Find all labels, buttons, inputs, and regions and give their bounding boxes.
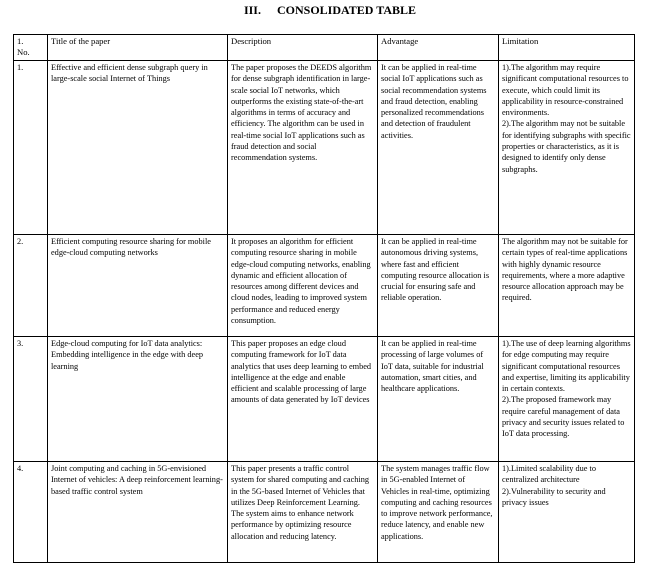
row-number: 3.: [14, 337, 48, 462]
paper-limitation: 1).The algorithm may require significant computational resources to execute, which could limit its applicability in resource-constrained environments. 2).The algorithm may not be suitable for identifying subgraphs with specific properties or characteristics, as it is designed to identify only dense subgraphs.: [499, 61, 635, 235]
section-title: CONSOLIDATED TABLE: [276, 3, 417, 17]
paper-limitation: 1).Limited scalability due to centralized architecture 2).Vulnerability to security and privacy issues: [499, 462, 635, 563]
paper-advantage: It can be applied in real-time processing of large volumes of IoT data, suitable for industrial automation, smart cities, and healthcare applications.: [378, 337, 499, 462]
paper-title: Joint computing and caching in 5G-envisioned Internet of vehicles: A deep reinforcement learning-based traffic control system: [48, 462, 228, 563]
paper-advantage: It can be applied in real-time autonomous driving systems, where fast and efficient computing resource allocation is crucial for ensuring safe and reliable operation.: [378, 235, 499, 337]
table-row: [14, 337, 635, 462]
table-header-row: [14, 35, 635, 61]
paper-description: It proposes an algorithm for efficient computing resource sharing in mobile edge-cloud computing networks, enabling dynamic and efficient allocation of resources among different devices and cloud nodes, leading to improved system performance and reduced energy consumption.: [228, 235, 378, 337]
paper-advantage: It can be applied in real-time social IoT applications such as social recommendation systems and fraud detection, enabling personalized recommendations and detection of fraudulent activities.: [378, 61, 499, 235]
paper-description: This paper proposes an edge cloud computing framework for IoT data analytics that uses deep learning to embed intelligence at the edge and enable efficient and scalable processing of large amounts of data generated by IoT devices: [228, 337, 378, 462]
paper-advantage: The system manages traffic flow in 5G-enabled Internet of Vehicles in real-time, optimizing computing and caching resources to improve network performance, reduce latency, and enable new applications.: [378, 462, 499, 563]
table-row: [14, 462, 635, 563]
row-number: 1.: [14, 61, 48, 235]
section-heading: [0, 4, 660, 17]
paper-description: The paper proposes the DEEDS algorithm for dense subgraph identification in large-scale social IoT networks, which outperforms the existing state-of-the-art algorithms in terms of accuracy and efficiency. The algorithm can be used in real-time social IoT applications such as fraud detection and social recommendation systems.: [228, 61, 378, 235]
paper-title: Effective and efficient dense subgraph query in large-scale social Internet of Things: [48, 61, 228, 235]
consolidated-table: [13, 34, 635, 563]
paper-title: Efficient computing resource sharing for mobile edge-cloud computing networks: [48, 235, 228, 337]
table-row: [14, 235, 635, 337]
row-number: 4.: [14, 462, 48, 563]
paper-description: This paper presents a traffic control system for shared computing and caching in the 5G-based Internet of Vehicles that utilizes Deep Reinforcement Learning. The system aims to enhance network performance by optimizing resource allocation and reducing latency.: [228, 462, 378, 563]
table-row: [14, 61, 635, 235]
paper-title: Edge-cloud computing for IoT data analytics: Embedding intelligence in the edge with deep learning: [48, 337, 228, 462]
header-description: Description: [228, 35, 378, 61]
section-number: III.: [243, 3, 261, 17]
row-number: 2.: [14, 235, 48, 337]
header-no: 1. No.: [14, 35, 48, 61]
header-limitation: Limitation: [499, 35, 635, 61]
paper-limitation: 1).The use of deep learning algorithms for edge computing may require significant computational resources and expertise, limiting its applicability in certain contexts. 2).The proposed framework may require careful management of data privacy and security issues related to IoT data processing.: [499, 337, 635, 462]
header-title: Title of the paper: [48, 35, 228, 61]
header-advantage: Advantage: [378, 35, 499, 61]
paper-limitation: The algorithm may not be suitable for certain types of real-time applications with highly dynamic resource requirements, where a more adaptive resource allocation approach may be required.: [499, 235, 635, 337]
